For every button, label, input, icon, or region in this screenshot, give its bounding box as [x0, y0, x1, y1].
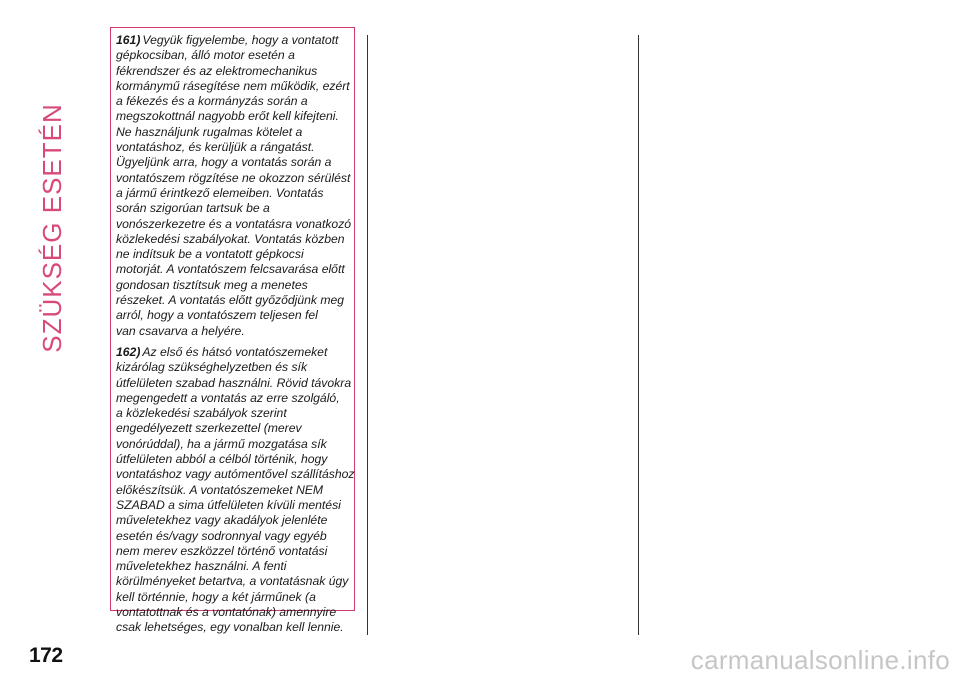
warning-line: Ne használjunk rugalmas kötelet a [116, 124, 303, 139]
warning-line: gépkocsiban, álló motor esetén a [116, 48, 295, 63]
warning-line: részeket. A vontatás előtt győződjünk meg [116, 293, 345, 308]
section-title-text: SZÜKSÉG ESETÉN [37, 103, 67, 353]
warning-line: során szigorúan tartsuk be a [116, 201, 270, 216]
warning-line: a jármű érintkező elemeiben. Vontatás [116, 185, 324, 200]
warning-number: 162) [116, 344, 141, 359]
warning-line: kell történnie, hogy a két járműnek (a [116, 589, 316, 604]
warning-line: műveletekhez használni. A fenti [116, 559, 287, 574]
page-number: 172 [29, 644, 63, 667]
warning-line: vontatószem rögzítése ne okozzon sérülést [116, 170, 351, 185]
warning-line: arról, hogy a vontatószem teljesen fel [116, 308, 318, 323]
warning-line: van csavarva a helyére. [116, 323, 245, 338]
warning-line: a fékezés és a kormányzás során a [116, 94, 308, 109]
warning-line: SZABAD a sima útfelületen kívüli mentési [116, 497, 341, 512]
warning-line: vonószerkezetre és a vontatásra vonatkozó [116, 216, 352, 231]
warning-number: 161) [116, 33, 141, 47]
warning-line: 162) Az első és hátsó vontatószemeket [116, 344, 328, 359]
warning-line: útfelületen szabad használni. Rövid távokra [116, 375, 352, 390]
warning-line: Ügyeljünk arra, hogy a vontatás során a [116, 155, 332, 170]
warning-line: előkészítsük. A vontatószemeket NEM [116, 482, 324, 497]
warning-line: közlekedési szabályokat. Vontatás közben [116, 231, 345, 246]
warning-line: vontatáshoz vagy autómentővel szállításhoz [116, 467, 355, 482]
warning-line: ne indítsuk be a vontatott gépkocsi [116, 247, 304, 262]
warning-162 [116, 345, 376, 636]
warning-line: 161) Vegyük figyelembe, hogy a vontatott [116, 33, 339, 47]
warning-line: megszokottnál nagyobb erőt kell kifejteni. [116, 109, 339, 124]
warning-line: útfelületen abból a célból történik, hogy [116, 452, 328, 467]
warning-line: kormánymű rásegítése nem működik, ezért [116, 78, 350, 93]
warning-161 [116, 33, 376, 339]
warning-line: vontatottnak és a vontatónak) amennyire [116, 604, 337, 619]
warning-line: csak lehetséges, egy vonalban kell lennie. [116, 620, 344, 635]
warning-line: motorját. A vontatószem felcsavarása előtt [116, 262, 345, 277]
warning-box [110, 27, 355, 635]
watermark: carmanualsonline.info [690, 645, 950, 675]
warning-line: a közlekedési szabályok szerint [116, 406, 287, 421]
warning-line: esetén és/vagy sodronnyal vagy egyéb [116, 528, 327, 543]
warning-line: fékrendszer és az elektromechanikus [116, 63, 318, 78]
warning-line: nem merev eszközzel történő vontatási [116, 543, 328, 558]
column-divider [367, 35, 368, 635]
warning-line: kizárólag szükséghelyzetben és sík [116, 360, 308, 375]
warning-line: gondosan tisztítsuk meg a menetes [116, 277, 308, 292]
warning-line: vontatáshoz, és kerüljük a rángatást. [116, 140, 315, 155]
column-divider [638, 35, 639, 635]
warning-line: vonórúddal), ha a jármű mozgatása sík [116, 436, 327, 451]
warning-line: engedélyezett szerkezettel (merev [116, 421, 302, 436]
warning-line: körülményeket betartva, a vontatásnak úgy [116, 574, 349, 589]
warning-line: műveletekhez vagy akadályok jelenléte [116, 513, 328, 528]
warning-line: megengedett a vontatás az erre szolgáló, [116, 390, 340, 405]
